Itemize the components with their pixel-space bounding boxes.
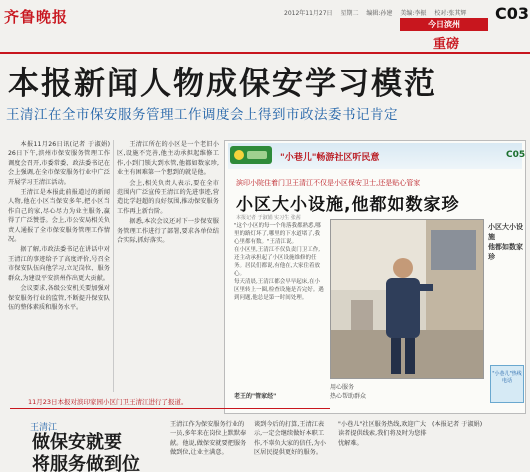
lead-column-2: [117, 140, 219, 392]
lead-column-1: [8, 140, 110, 392]
lead-headline: 本报新闻人物成保安学习模范: [8, 66, 437, 102]
story2-title-line-1: 做保安就要: [32, 432, 122, 453]
inset-page-code: C05: [506, 150, 526, 160]
inset-title: 小区大小设施,他都如数家珍: [236, 195, 460, 215]
side-bottom-title: 老王的"管家经": [234, 393, 277, 400]
designer: 美编:李振: [400, 10, 427, 17]
story2-column-b: 谈到今后的打算,王清江表示,一定会继续做好本职工作,不辜负大家的信任,为小区居民提供更好的服务。: [254, 421, 326, 457]
lead-paragraph: 王清江所在的小区是一个老旧小区,设施不完善,他主动承担起维修工作,小到门锁大到水管,他都如数家珍,业主有困难第一个想到的就是他。: [117, 141, 219, 177]
lead-paragraph: 据了解,市政法委书记在讲话中对王清江的事迹给予了高度评价,号召全市保安队伍向他学习,立足岗位、服务群众,为建设平安滨州作出更大贡献。: [8, 246, 110, 282]
proofreader: 校对:张其辉: [434, 10, 467, 17]
inset-side-column: [488, 222, 524, 362]
timeline-note: 11月23日本报对滨印家园小区门卫王清江进行了报道。: [28, 398, 188, 406]
story2-rule: [10, 408, 330, 409]
lead-paragraph: 王清江是本报此前报道过的新闻人物,他在小区当保安多年,把小区当作自己的家,尽心尽力为业主服务,赢得了广泛赞誉。会上,市公安局相关负责人通报了全市保安服务管理工作情况。: [8, 189, 110, 244]
story2-column-c: "小巷儿"社区服务热线,欢迎广大读者提供线索,我们将及时为您排忧解难。: [338, 421, 427, 447]
column-badge: [230, 146, 272, 164]
column-badge-icon: [230, 146, 272, 164]
story2-title: [32, 432, 140, 472]
side-bottom-line-1: 用心服务: [330, 384, 355, 391]
lead-subheadline: 王清江在全市保安服务管理工作调度会上得到市政法委书记肯定: [6, 107, 398, 123]
lead-paragraph: 会上,相关负责人表示,要在全市范围内广泛宣传王清江的先进事迹,营造比学赶超的良好氛围,推动保安服务工作再上新台阶。: [117, 179, 219, 215]
side-title-2: 他都如数家珍: [488, 243, 523, 261]
lead-paragraph: 据悉,本次会议还对下一步保安服务管理工作进行了部署,要求各单位结合实际,抓好落实。: [117, 218, 219, 245]
photo-image: [331, 220, 484, 379]
dateline: [284, 8, 472, 17]
page-tag: 重磅: [433, 37, 460, 52]
security-guard-photo: [330, 219, 484, 379]
inset-paragraph: 每天清晨,王清江都会早早起床,在小区里转上一圈,检查设施是否完好。遇到问题,他总是第一时间处理。: [234, 279, 324, 301]
date: 2012年11月27日: [284, 10, 333, 17]
inset-kicker: 滨印小院住着门卫王清江不仅是小区保安卫士,还是贴心管家: [236, 179, 421, 187]
story2-label: 王清江: [30, 423, 58, 433]
column-divider: [113, 140, 114, 392]
newspaper-logo: 齐鲁晚报: [4, 8, 69, 26]
inset-paragraph: "这个小区的每一个角落我都熟悉,哪里的路灯坏了,哪里的下水道堵了,我心里都有数。"王清江说。: [234, 223, 321, 245]
inset-byline: 本报记者 于淑娟 实习生 张茜: [236, 215, 301, 221]
story2-column-a: 王清江作为保安服务行业的一员,多年来在岗位上默默奉献。他说,做保安就要把服务做到位,让业主满意。: [170, 421, 247, 457]
story2-title-line-2: 将服务做到位: [32, 454, 140, 472]
inset-column-name: "小巷儿"畅游社区听民意: [280, 153, 380, 163]
side-bottom-line-2: 热心帮助群众: [330, 393, 367, 400]
page-code: C03: [495, 4, 530, 23]
lead-paragraph: 本报11月26日讯(记者 于淑娟) 26日下午,滨州市保安服务管理工作调度会召开,市委常委、政法委书记在会上强调,在全市保安服务行业中广泛开展学习王清江活动。: [8, 141, 110, 186]
hotline-note: "小巷儿"热线电话: [490, 365, 524, 403]
lead-paragraph: 会议要求,各级公安机关要加强对保安服务行业的监管,不断提升保安队伍的整体素质和服务水平。: [8, 285, 110, 311]
weekday: 星期二: [340, 10, 359, 17]
side-title-1: 小区大小设施: [488, 223, 523, 241]
section-tab: 今日滨州: [400, 18, 488, 31]
editor: 编辑:孙建: [366, 10, 393, 17]
inset-bottom-right: [330, 383, 480, 409]
masthead-rule: [0, 52, 530, 54]
inset-body-column: [234, 222, 324, 407]
inset-paragraph: 在小区里,王清江不仅负责门卫工作,还主动承担起了小区设施维修的任务。居民们都说,有他在,大家住着放心。: [234, 247, 320, 277]
story2-column-d: (本报记者 于淑娟): [432, 421, 483, 428]
